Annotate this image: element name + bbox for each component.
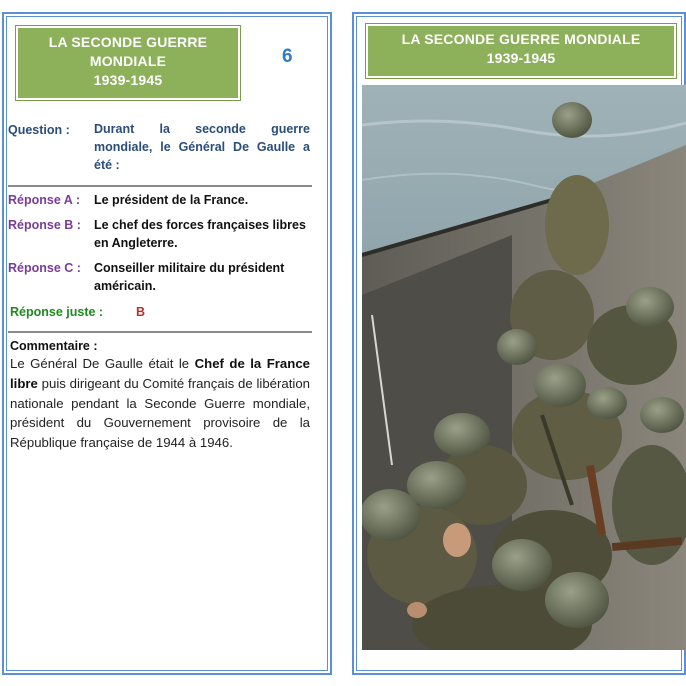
- image-card-title-years: 1939-1945: [486, 50, 556, 66]
- question-line2: mondiale, le Général De Gaulle a: [94, 140, 310, 154]
- question-label: Question :: [8, 123, 70, 137]
- answer-a-text: Le président de la France.: [94, 193, 249, 207]
- answer-c-text: [94, 259, 310, 295]
- card-title: [16, 26, 240, 100]
- question-text: [94, 120, 310, 174]
- question-line1: Durant la seconde guerre: [94, 122, 310, 136]
- comment-text: [10, 354, 310, 453]
- comment-part2: puis dirigeant du Comité français de libération nationale pendant la Seconde Guerre mondiale, président du Gouvernement provisoire de la République française de 1944 à 1946.: [10, 375, 310, 451]
- correct-answer-label: Réponse juste :: [10, 305, 104, 319]
- question-line3: été :: [94, 158, 120, 172]
- answer-c-label: Réponse C :: [8, 261, 81, 275]
- answer-b-text: [94, 216, 314, 252]
- image-card-title-line1: LA SECONDE GUERRE MONDIALE: [401, 31, 641, 47]
- comment-title: Commentaire :: [10, 339, 98, 353]
- answer-a-label: Réponse A :: [8, 193, 80, 207]
- answer-b-label: Réponse B :: [8, 218, 81, 232]
- divider-top: [8, 185, 312, 187]
- card-title-years: 1939-1945: [93, 72, 163, 88]
- card-title-line1: LA SECONDE GUERRE: [48, 34, 208, 50]
- card-number: 6: [282, 46, 293, 67]
- answer-c-line1: Conseiller militaire du président: [94, 261, 285, 275]
- correct-answer-value: B: [136, 305, 146, 319]
- soldiers-landing-craft-illustration: [362, 85, 686, 650]
- answer-b-line2: en Angleterre.: [94, 236, 178, 250]
- divider-bottom: [8, 331, 312, 333]
- image-card-title: [366, 24, 676, 78]
- card-title-line2: MONDIALE: [89, 53, 167, 69]
- comment-part1: Le Général De Gaulle était le: [10, 356, 195, 371]
- historical-photo: [362, 85, 686, 650]
- answer-b-line1: Le chef des forces françaises libres: [94, 218, 306, 232]
- comment-bold: Chef de la France libre: [10, 356, 310, 391]
- answer-c-line2: américain.: [94, 279, 156, 293]
